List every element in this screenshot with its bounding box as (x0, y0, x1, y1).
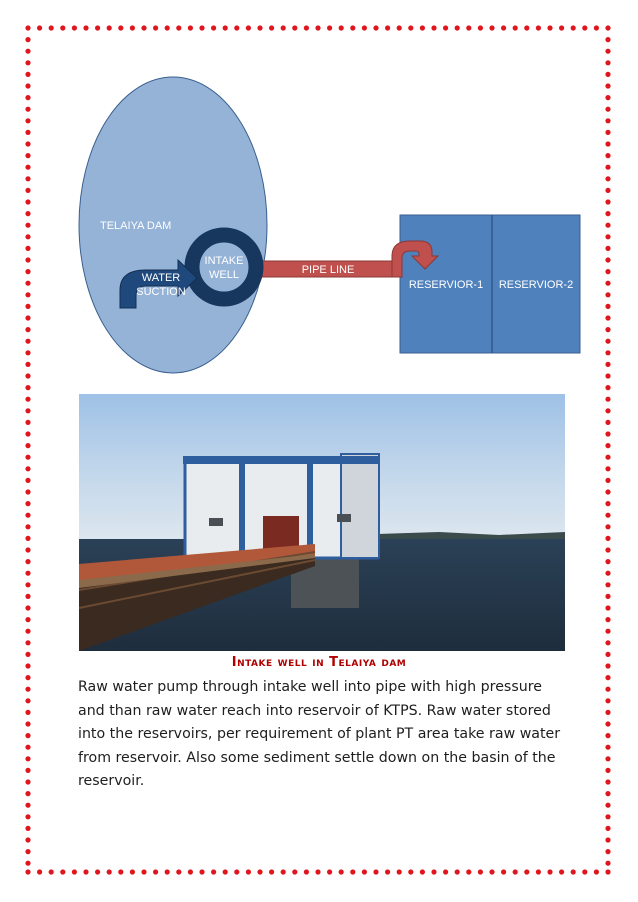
border-dot (25, 501, 30, 506)
border-dot (420, 869, 425, 874)
border-dot (130, 869, 135, 874)
border-dot (339, 869, 344, 874)
border-dot (25, 466, 30, 471)
border-dot (605, 698, 610, 703)
border-dot (25, 594, 30, 599)
border-dot (373, 869, 378, 874)
border-dot (25, 536, 30, 541)
border-dot (165, 869, 170, 874)
border-dot (466, 869, 471, 874)
photo-caption: Intake well in Telaiya dam (231, 655, 407, 670)
border-dot (141, 869, 146, 874)
border-dot (25, 547, 30, 552)
border-dot (605, 513, 610, 518)
border-dot (524, 869, 529, 874)
border-dot (350, 869, 355, 874)
border-dot (594, 869, 599, 874)
border-dot (605, 397, 610, 402)
border-dot (582, 869, 587, 874)
body-paragraph: Raw water pump through intake well into pipe with high pressure and than raw water reach into reservoir of KTPS. Raw water stored into the reservoirs, per requirement of plant PT area take raw water from reservoir. Also some sediment settle down on the basin of the reservoir. (78, 679, 561, 789)
border-dot (25, 779, 30, 784)
border-dot (605, 869, 610, 874)
border-dot (304, 869, 309, 874)
border-dot (25, 489, 30, 494)
border-dot (478, 869, 483, 874)
border-dot (605, 640, 610, 645)
border-dot (559, 869, 564, 874)
border-dot (443, 869, 448, 874)
border-dot (25, 431, 30, 436)
border-dot (246, 869, 251, 874)
border-dot (25, 524, 30, 529)
border-dot (605, 408, 610, 413)
border-dot (25, 640, 30, 645)
border-dot (118, 869, 123, 874)
border-dot (605, 756, 610, 761)
border-dot (605, 617, 610, 622)
border-dot (605, 710, 610, 715)
border-dot (536, 869, 541, 874)
border-dot (25, 420, 30, 425)
border-dot (49, 869, 54, 874)
border-dot (25, 849, 30, 854)
border-dot (25, 745, 30, 750)
building-column (307, 464, 313, 558)
border-dot (153, 869, 158, 874)
border-dot (25, 861, 30, 866)
border-dot (513, 869, 518, 874)
border-dot (25, 768, 30, 773)
border-dot (605, 571, 610, 576)
border-dot (292, 869, 297, 874)
border-dot (605, 861, 610, 866)
border-dot (25, 571, 30, 576)
border-dot (25, 513, 30, 518)
border-dot (605, 524, 610, 529)
border-dot (25, 408, 30, 413)
border-dot (25, 791, 30, 796)
border-dot (25, 582, 30, 587)
dam-label: TELAIYA DAM (100, 220, 172, 232)
water-suction-label: WATER SUCTION (136, 272, 186, 298)
border-dot (605, 443, 610, 448)
border-dot (605, 814, 610, 819)
border-dot (25, 710, 30, 715)
border-dot (605, 478, 610, 483)
border-dot (269, 869, 274, 874)
border-dot (315, 869, 320, 874)
border-dot (60, 869, 65, 874)
border-dot (25, 455, 30, 460)
border-dot (605, 489, 610, 494)
reservoir-1-label: RESERVIOR-1 (408, 279, 484, 291)
border-dot (25, 803, 30, 808)
building-right-face (341, 454, 379, 558)
border-dot (234, 869, 239, 874)
intake-well-label: INTAKE WELL (204, 255, 244, 281)
border-dot (605, 791, 610, 796)
border-dot (605, 768, 610, 773)
border-dot (25, 826, 30, 831)
border-dot (605, 803, 610, 808)
border-dot (605, 420, 610, 425)
building-window (337, 514, 351, 522)
border-dot (605, 826, 610, 831)
border-dot (605, 745, 610, 750)
building-column (239, 464, 245, 558)
border-dot (605, 629, 610, 634)
border-dot (605, 605, 610, 610)
border-dot (362, 869, 367, 874)
border-dot (25, 397, 30, 402)
border-dot (25, 617, 30, 622)
border-dot (605, 733, 610, 738)
border-dot (605, 455, 610, 460)
border-dot (25, 605, 30, 610)
border-dot (25, 559, 30, 564)
border-dot (223, 869, 228, 874)
border-dot (385, 869, 390, 874)
border-dot (605, 582, 610, 587)
border-dot (605, 547, 610, 552)
border-dot (83, 869, 88, 874)
border-dot (605, 466, 610, 471)
border-dot (605, 779, 610, 784)
border-dot (107, 869, 112, 874)
border-dot (25, 869, 30, 874)
border-dot (25, 837, 30, 842)
border-dot (176, 869, 181, 874)
border-dot (25, 675, 30, 680)
border-dot (397, 869, 402, 874)
border-dot (501, 869, 506, 874)
border-dot (211, 869, 216, 874)
border-dot (605, 594, 610, 599)
border-dot (605, 687, 610, 692)
border-dot (188, 869, 193, 874)
border-dot (25, 733, 30, 738)
border-dot (72, 869, 77, 874)
border-dot (605, 501, 610, 506)
border-dot (571, 869, 576, 874)
building-window (209, 518, 223, 526)
border-dot (547, 869, 552, 874)
border-dot (605, 559, 610, 564)
border-dot (605, 849, 610, 854)
border-dot (25, 629, 30, 634)
border-dot (408, 869, 413, 874)
border-dot (327, 869, 332, 874)
border-dot (25, 721, 30, 726)
pipe-line-label: PIPE LINE (301, 264, 355, 276)
border-dot (431, 869, 436, 874)
border-dot (605, 721, 610, 726)
border-dot (25, 814, 30, 819)
border-dot (25, 478, 30, 483)
border-dot (199, 869, 204, 874)
water-flow-diagram (0, 0, 638, 390)
border-dot (489, 869, 494, 874)
border-dot (605, 675, 610, 680)
building-roof-trim (183, 456, 379, 464)
border-dot (25, 443, 30, 448)
border-dot (455, 869, 460, 874)
border-dot (95, 869, 100, 874)
intake-well-photo (79, 394, 565, 651)
border-dot (37, 869, 42, 874)
border-dot (25, 698, 30, 703)
border-dot (25, 756, 30, 761)
border-dot (25, 687, 30, 692)
reservoir-2-label: RESERVIOR-2 (498, 279, 574, 291)
border-dot (605, 431, 610, 436)
border-dot (605, 837, 610, 842)
border-dot (257, 869, 262, 874)
border-dot (281, 869, 286, 874)
border-dot (605, 536, 610, 541)
